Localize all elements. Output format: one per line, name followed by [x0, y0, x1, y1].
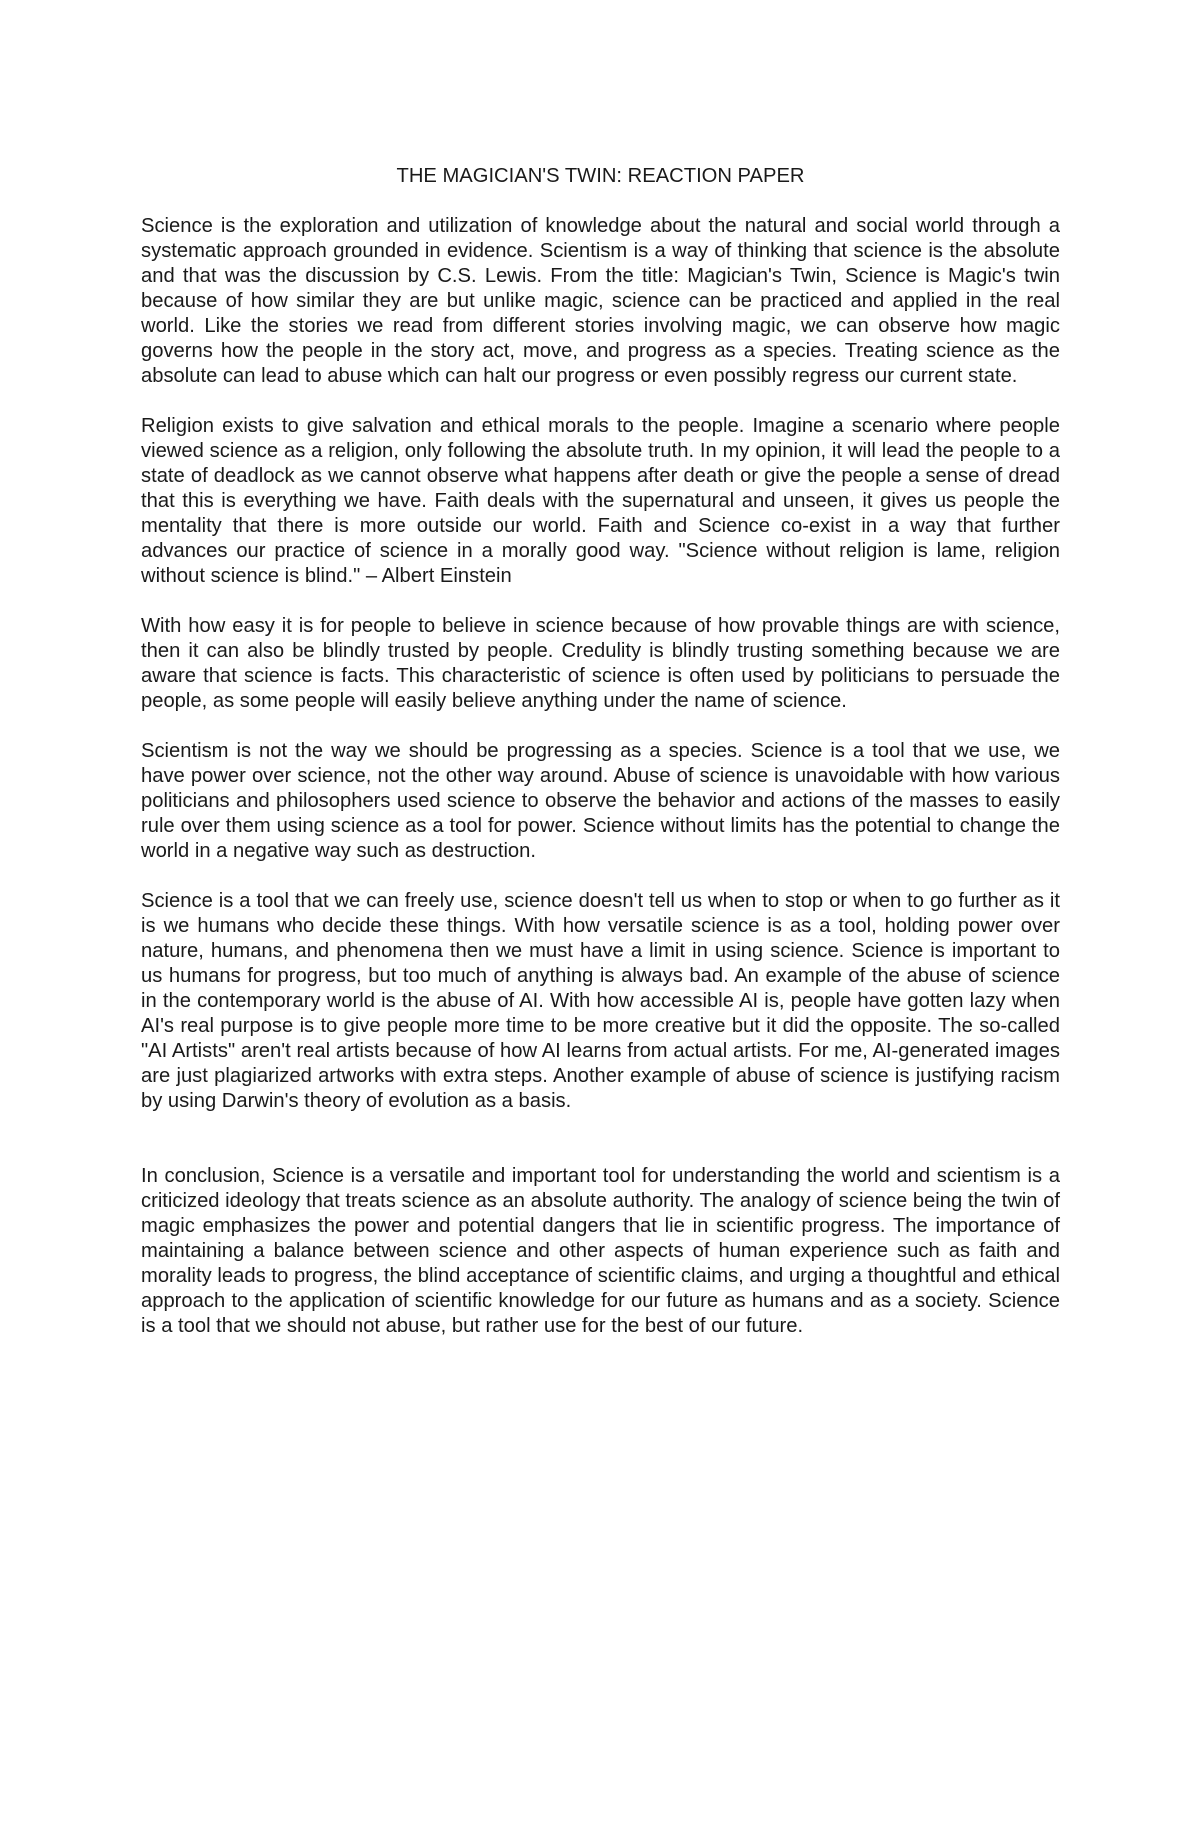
paragraph-credulity: With how easy it is for people to believe in science because of how provable things are with science, then it can also be blindly trusted by people. Credulity is blindly trusting something because we are aware that science is facts. This characteristic of science is often used by politicians to persuade the people, as some people will easily believe anything under the name of science. [141, 615, 1060, 712]
paragraph-abuse-of-science: Science is a tool that we can freely use, science doesn't tell us when to stop or when to go further as it is we humans who decide these things. With how versatile science is as a tool, holding power over nature, humans, and phenomena then we must have a limit in using science. Science is important to us humans for progress, but too much of anything is always bad. An example of the abuse of science in the contemporary world is the abuse of AI. With how accessible AI is, people have gotten lazy when AI's real purpose is to give people more time to be more creative but it did the opposite. The so-called "AI Artists" aren't real artists because of how AI learns from actual artists. For me, AI-generated images are just plagiarized artworks with extra steps. Another example of abuse of science is justifying racism by using Darwin's theory of evolution as a basis. [141, 890, 1060, 1112]
paragraph-scientism: Scientism is not the way we should be progressing as a species. Science is a tool that we use, we have power over science, not the other way around. Abuse of science is unavoidable with how various politicians and philosophers used science to observe the behavior and actions of the masses to easily rule over them using science as a tool for power. Science without limits has the potential to change the world in a negative way such as destruction. [141, 740, 1060, 862]
document-body [141, 164, 1060, 1364]
paragraph-conclusion: In conclusion, Science is a versatile and important tool for understanding the world and scientism is a criticized ideology that treats science as an absolute authority. The analogy of science being the twin of magic emphasizes the power and potential dangers that lie in scientific progress. The importance of maintaining a balance between science and other aspects of human experience such as faith and morality leads to progress, the blind acceptance of scientific claims, and urging a thoughtful and ethical approach to the application of scientific knowledge for our future as humans and as a society. Science is a tool that we should not abuse, but rather use for the best of our future. [141, 1165, 1060, 1337]
paragraph-introduction: Science is the exploration and utilization of knowledge about the natural and social world through a systematic approach grounded in evidence. Scientism is a way of thinking that science is the absolute and that was the discussion by C.S. Lewis. From the title: Magician's Twin, Science is Magic's twin because of how similar they are but unlike magic, science can be practiced and applied in the real world. Like the stories we read from different stories involving magic, we can observe how magic governs how the people in the story act, move, and progress as a species. Treating science as the absolute can lead to abuse which can halt our progress or even possibly regress our current state. [141, 215, 1060, 387]
document-title: THE MAGICIAN'S TWIN: REACTION PAPER [396, 165, 805, 187]
paragraph-religion: Religion exists to give salvation and ethical morals to the people. Imagine a scenario where people viewed science as a religion, only following the absolute truth. In my opinion, it will lead the people to a state of deadlock as we cannot observe what happens after death or give the people a sense of dread that this is everything we have. Faith deals with the supernatural and unseen, it gives us people the mentality that there is more outside our world. Faith and Science co-exist in a way that further advances our practice of science in a morally good way. "Science without religion is lame, religion without science is blind." – Albert Einstein [141, 415, 1060, 587]
